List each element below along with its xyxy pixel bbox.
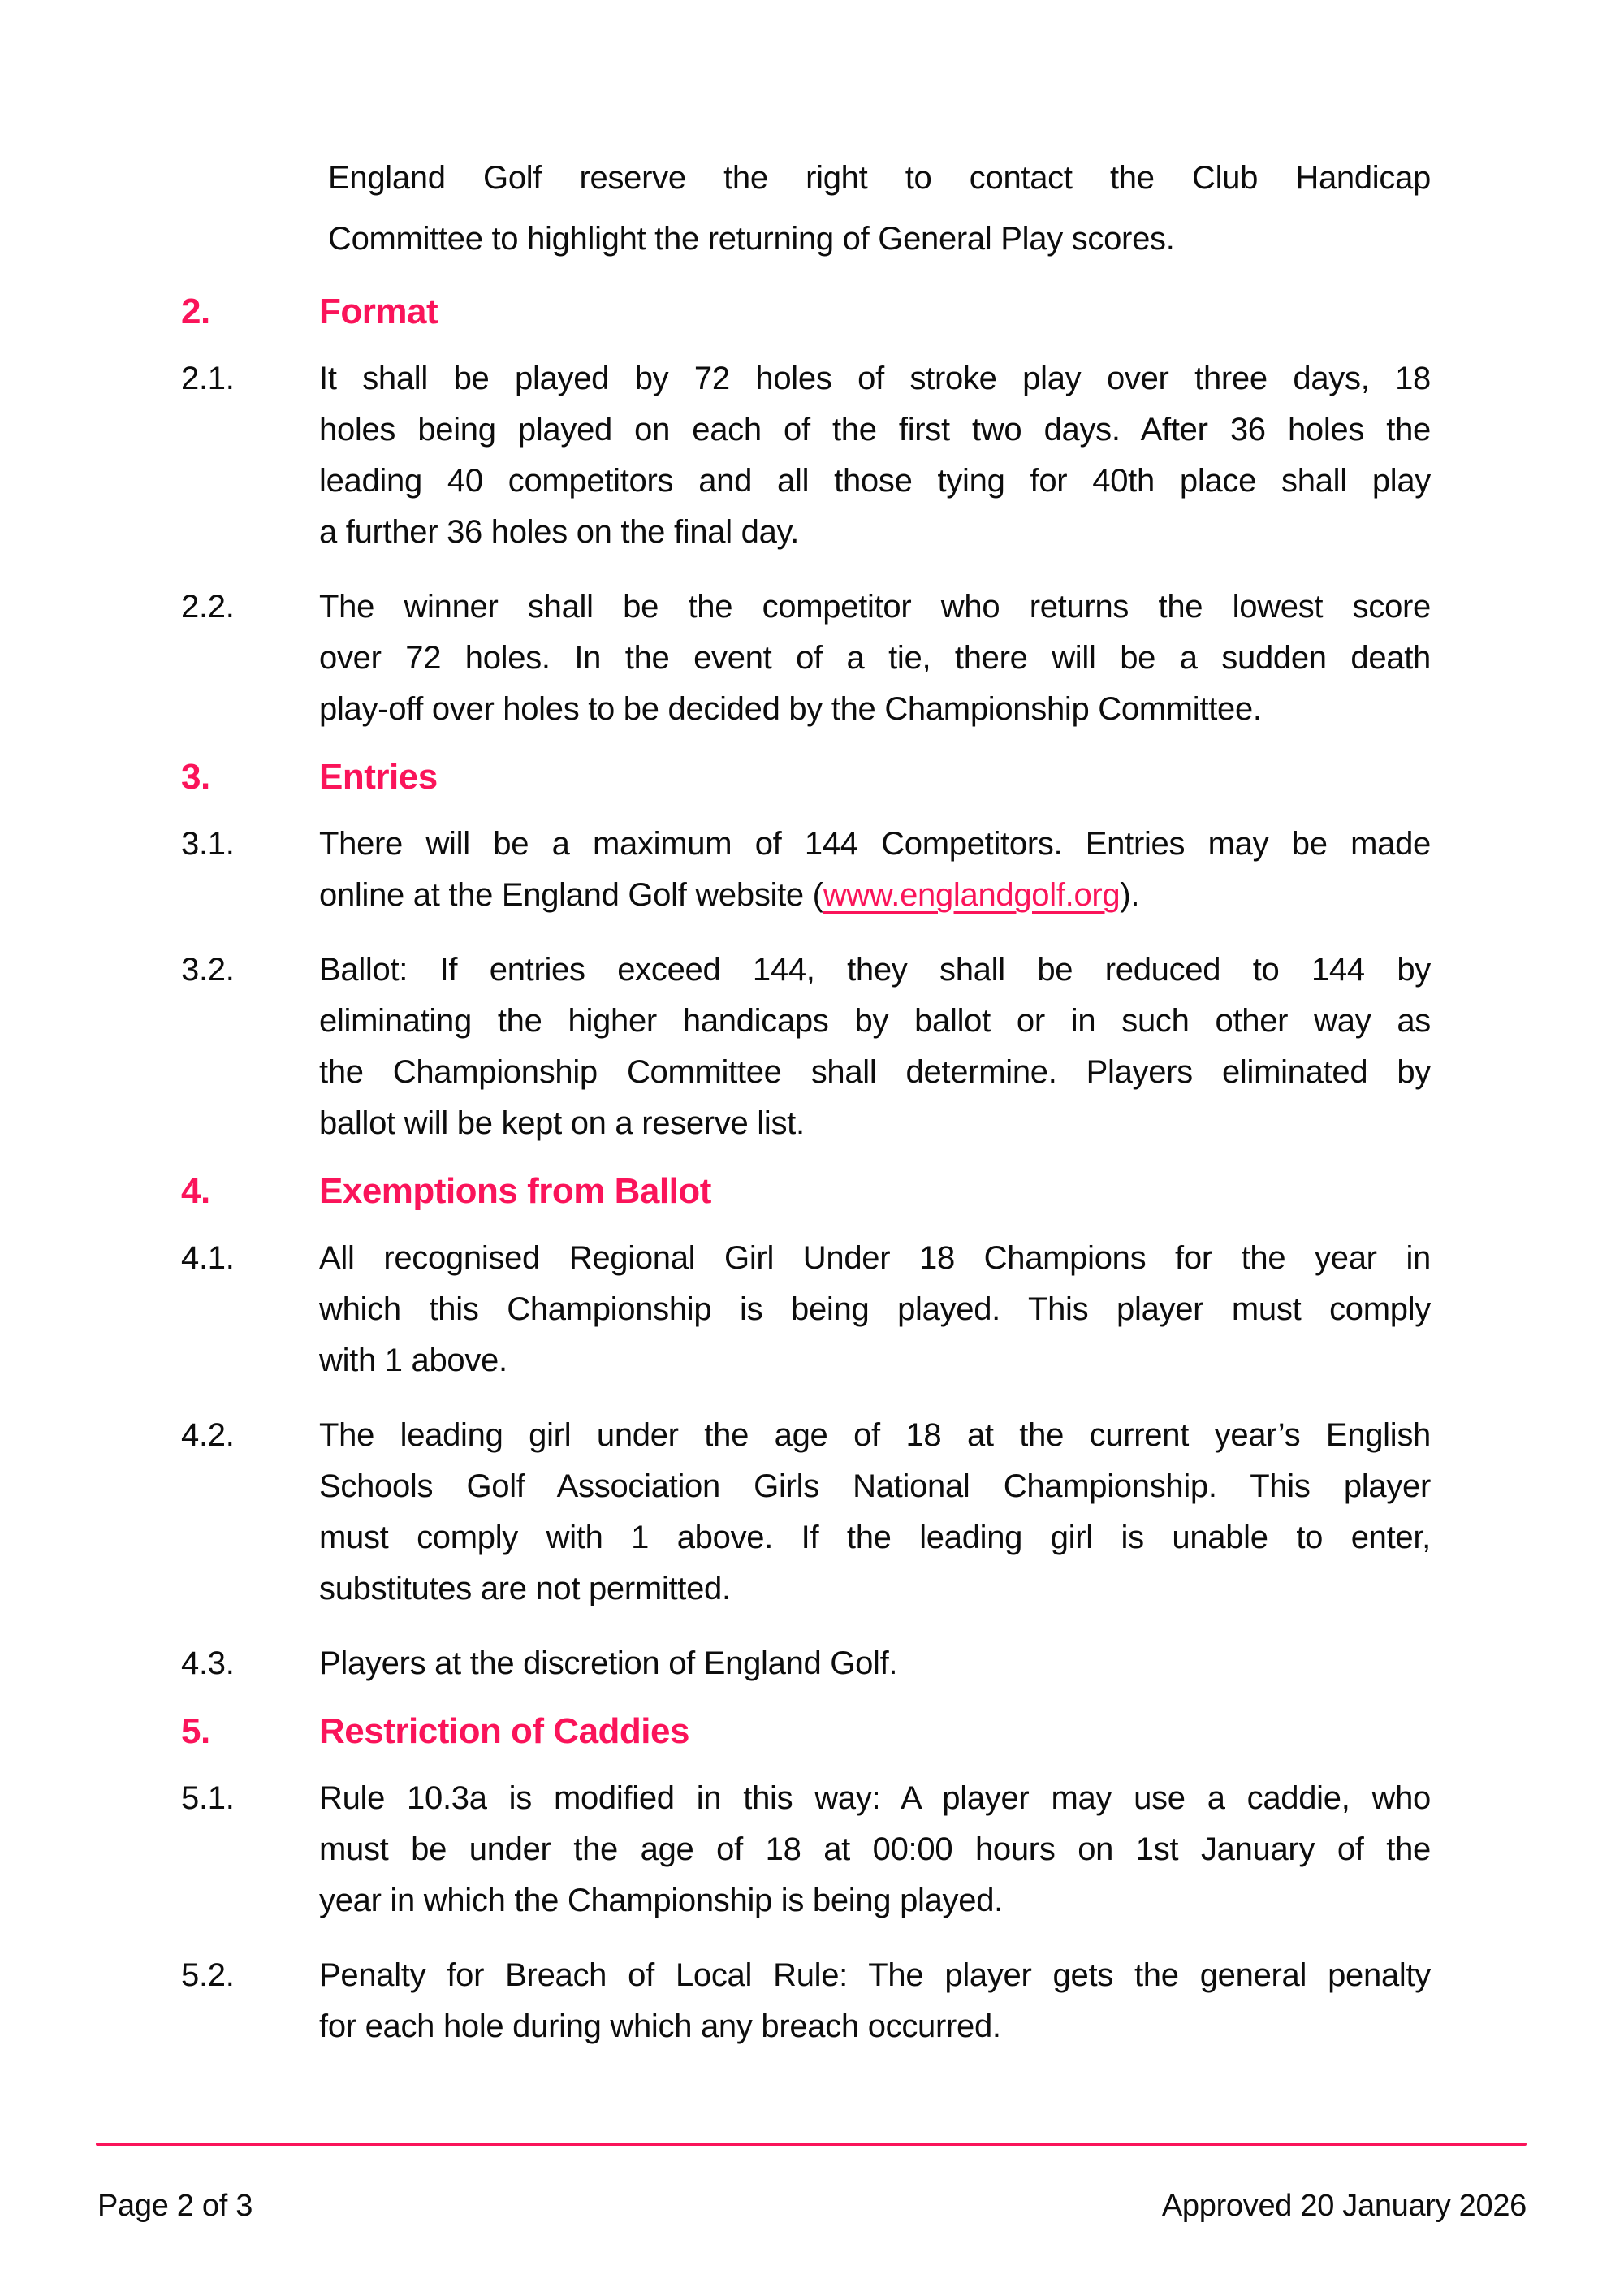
clause-text <box>319 819 1431 921</box>
text-line: a further 36 holes on the final day. <box>319 514 800 550</box>
section-number: 3. <box>181 757 210 797</box>
text-line: All recognised Regional Girl Under 18 Champions for the year in <box>319 1240 1431 1276</box>
clause-text <box>319 1233 1431 1386</box>
clause-number: 4.1. <box>181 1240 235 1276</box>
clause-5-1 <box>181 1773 1431 1926</box>
clause-number: 4.2. <box>181 1417 235 1453</box>
footer <box>97 2186 1527 2225</box>
clause-number: 3.2. <box>181 952 235 988</box>
clause-3-1 <box>181 819 1431 921</box>
text-line: the Championship Committee shall determine. Players eliminated by <box>319 1054 1431 1090</box>
text-line: The winner shall be the competitor who returns the lowest score <box>319 589 1431 625</box>
text-line: with 1 above. <box>319 1343 508 1378</box>
section-heading-format <box>181 286 1431 339</box>
text-line: It shall be played by 72 holes of stroke play over three days, 18 <box>319 361 1431 396</box>
page-number-label: Page 2 of 3 <box>97 2189 253 2223</box>
text-line: Rule 10.3a is modified in this way: A player may use a caddie, who <box>319 1780 1431 1816</box>
clause-4-3 <box>181 1638 1431 1689</box>
section-title: Entries <box>319 757 438 797</box>
link-suffix-text: ). <box>1120 877 1140 913</box>
text-line <box>319 870 1431 921</box>
text-line: over 72 holes. In the event of a tie, there will be a sudden death <box>319 640 1431 676</box>
clause-number: 3.1. <box>181 826 235 862</box>
text-line: Ballot: If entries exceed 144, they shall be reduced to 144 by <box>319 952 1431 988</box>
text-line: Penalty for Breach of Local Rule: The player gets the general penalty <box>319 1957 1431 1993</box>
text-line: play-off over holes to be decided by the Championship Committee. <box>319 691 1262 727</box>
approved-date-label: Approved 20 January 2026 <box>1161 2189 1527 2223</box>
text-line: Schools Golf Association Girls National Championship. This player <box>319 1468 1431 1504</box>
document-body <box>181 148 1431 2052</box>
link-prefix-text: online at the England Golf website ( <box>319 877 823 913</box>
clause-text <box>319 945 1431 1149</box>
section-number: 2. <box>181 292 210 331</box>
clause-text <box>319 582 1431 735</box>
clause-number: 5.1. <box>181 1780 235 1816</box>
section-number: 4. <box>181 1171 210 1211</box>
clause-number: 5.2. <box>181 1957 235 1993</box>
clause-4-2 <box>181 1410 1431 1615</box>
text-line: must comply with 1 above. If the leading girl is unable to enter, <box>319 1520 1431 1555</box>
clause-number: 2.2. <box>181 589 235 625</box>
text-line: The leading girl under the age of 18 at the current year’s English <box>319 1417 1431 1453</box>
text-line: substitutes are not permitted. <box>319 1571 731 1606</box>
section-heading-caddies <box>181 1706 1431 1758</box>
text-line: Committee to highlight the returning of General Play scores. <box>328 221 1175 257</box>
clause-number: 2.1. <box>181 361 235 396</box>
text-line: Players at the discretion of England Golf. <box>319 1645 898 1681</box>
clause-text <box>319 1638 1431 1689</box>
text-line: England Golf reserve the right to contact the Club Handicap <box>328 160 1431 196</box>
section-heading-exemptions <box>181 1165 1431 1218</box>
text-line: eliminating the higher handicaps by ballot or in such other way as <box>319 1003 1431 1039</box>
text-line: year in which the Championship is being played. <box>319 1883 1003 1918</box>
section-title: Exemptions from Ballot <box>319 1171 711 1211</box>
clause-4-1 <box>181 1233 1431 1386</box>
clause-5-2 <box>181 1950 1431 2052</box>
section-title: Format <box>319 292 438 331</box>
clause-text <box>319 1410 1431 1615</box>
clause-2-2 <box>181 582 1431 735</box>
clause-text <box>319 1773 1431 1926</box>
text-line: holes being played on each of the first two days. After 36 holes the <box>319 412 1431 448</box>
section-title: Restriction of Caddies <box>319 1711 689 1751</box>
intro-paragraph-text <box>328 148 1431 270</box>
englandgolf-website-link[interactable]: www.englandgolf.org <box>823 877 1121 913</box>
footer-divider-rule <box>96 2143 1527 2146</box>
text-line: leading 40 competitors and all those tying for 40th place shall play <box>319 463 1431 499</box>
clause-text <box>319 353 1431 558</box>
section-number: 5. <box>181 1711 210 1751</box>
text-line: ballot will be kept on a reserve list. <box>319 1105 805 1141</box>
text-line: must be under the age of 18 at 00:00 hours on 1st January of the <box>319 1831 1431 1867</box>
text-line: for each hole during which any breach occurred. <box>319 2008 1001 2044</box>
clause-text <box>319 1950 1431 2052</box>
intro-paragraph <box>181 148 1431 270</box>
text-line: which this Championship is being played. This player must comply <box>319 1291 1431 1327</box>
text-line: There will be a maximum of 144 Competitors. Entries may be made <box>319 826 1431 862</box>
clause-number: 4.3. <box>181 1645 235 1681</box>
section-heading-entries <box>181 751 1431 804</box>
clause-3-2 <box>181 945 1431 1149</box>
clause-2-1 <box>181 353 1431 558</box>
